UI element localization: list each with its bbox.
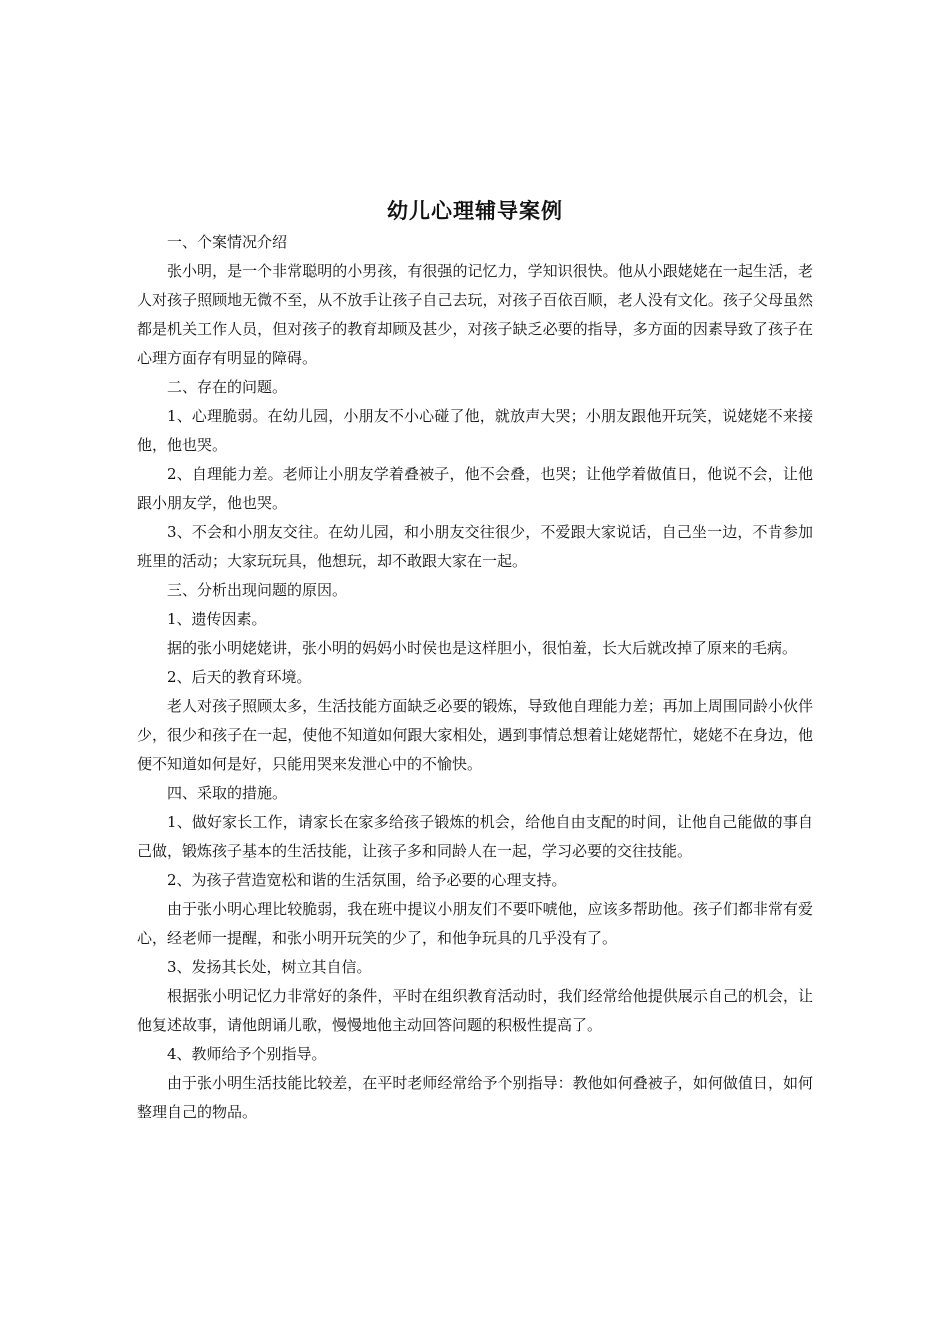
heading-case-introduction: 一、个案情况介绍	[167, 233, 288, 251]
subheading-measure-3: 3、发扬其长处，树立其自信。	[167, 958, 372, 976]
paragraph-measure-2: 由于张小明心理比较脆弱，我在班中提议小朋友们不要吓唬他，应该多帮助他。孩子们都非常有爱心，经老师一提醒，和张小明开玩笑的少了，和他争玩具的几乎没有了。	[137, 900, 813, 947]
heading-cause-analysis: 三、分析出现问题的原因。	[167, 581, 348, 599]
document-body	[137, 228, 813, 1127]
paragraph-cause-1: 据的张小明姥姥讲，张小明的妈妈小时侯也是这样胆小，很怕羞，长大后就改掉了原来的毛病。	[167, 639, 798, 657]
heading-existing-problems: 二、存在的问题。	[167, 378, 288, 396]
paragraph-problem-1: 1、心理脆弱。在幼儿园，小朋友不小心碰了他，就放声大哭；小朋友跟他开玩笑，说姥姥不来接他，他也哭。	[137, 407, 813, 454]
subheading-cause-2: 2、后天的教育环境。	[167, 668, 312, 686]
subheading-measure-4: 4、教师给予个别指导。	[167, 1045, 327, 1063]
paragraph-cause-2: 老人对孩子照顾太多，生活技能方面缺乏必要的锻炼，导致他自理能力差；再加上周围同龄小伙伴少，很少和孩子在一起，使他不知道如何跟大家相处，遇到事情总想着让姥姥帮忙，姥姥不在身边，他便不知道如何是好，只能用哭来发泄心中的不愉快。	[137, 697, 813, 773]
heading-measures: 四、采取的措施。	[167, 784, 288, 802]
paragraph-measure-1: 1、做好家长工作，请家长在家多给孩子锻炼的机会，给他自由支配的时间，让他自己能做的事自己做，锻炼孩子基本的生活技能，让孩子多和同龄人在一起，学习必要的交往技能。	[137, 813, 813, 860]
document-title: 幼儿心理辅导案例	[387, 199, 563, 223]
subheading-cause-1: 1、遗传因素。	[167, 610, 267, 628]
paragraph-case-description: 张小明，是一个非常聪明的小男孩，有很强的记忆力，学知识很快。他从小跟姥姥在一起生活，老人对孩子照顾地无微不至，从不放手让孩子自己去玩，对孩子百依百顺，老人没有文化。孩子父母虽然都是机关工作人员，但对孩子的教育却顾及甚少，对孩子缺乏必要的指导，多方面的因素导致了孩子在心理方面存有明显的障碍。	[137, 262, 813, 367]
subheading-measure-2: 2、为孩子营造宽松和谐的生活氛围，给予必要的心理支持。	[167, 871, 567, 889]
paragraph-measure-3: 根据张小明记忆力非常好的条件，平时在组织教育活动时，我们经常给他提供展示自己的机会，让他复述故事，请他朗诵儿歌，慢慢地他主动回答问题的积极性提高了。	[137, 987, 813, 1034]
paragraph-measure-4: 由于张小明生活技能比较差，在平时老师经常给予个别指导：教他如何叠被子，如何做值日，如何整理自己的物品。	[137, 1074, 813, 1121]
paragraph-problem-2: 2、自理能力差。老师让小朋友学着叠被子，他不会叠，也哭；让他学着做值日，他说不会，让他跟小朋友学，他也哭。	[137, 465, 813, 512]
paragraph-problem-3: 3、不会和小朋友交往。在幼儿园，和小朋友交往很少，不爱跟大家说话，自己坐一边，不肯参加班里的活动；大家玩玩具，他想玩，却不敢跟大家在一起。	[137, 523, 813, 570]
